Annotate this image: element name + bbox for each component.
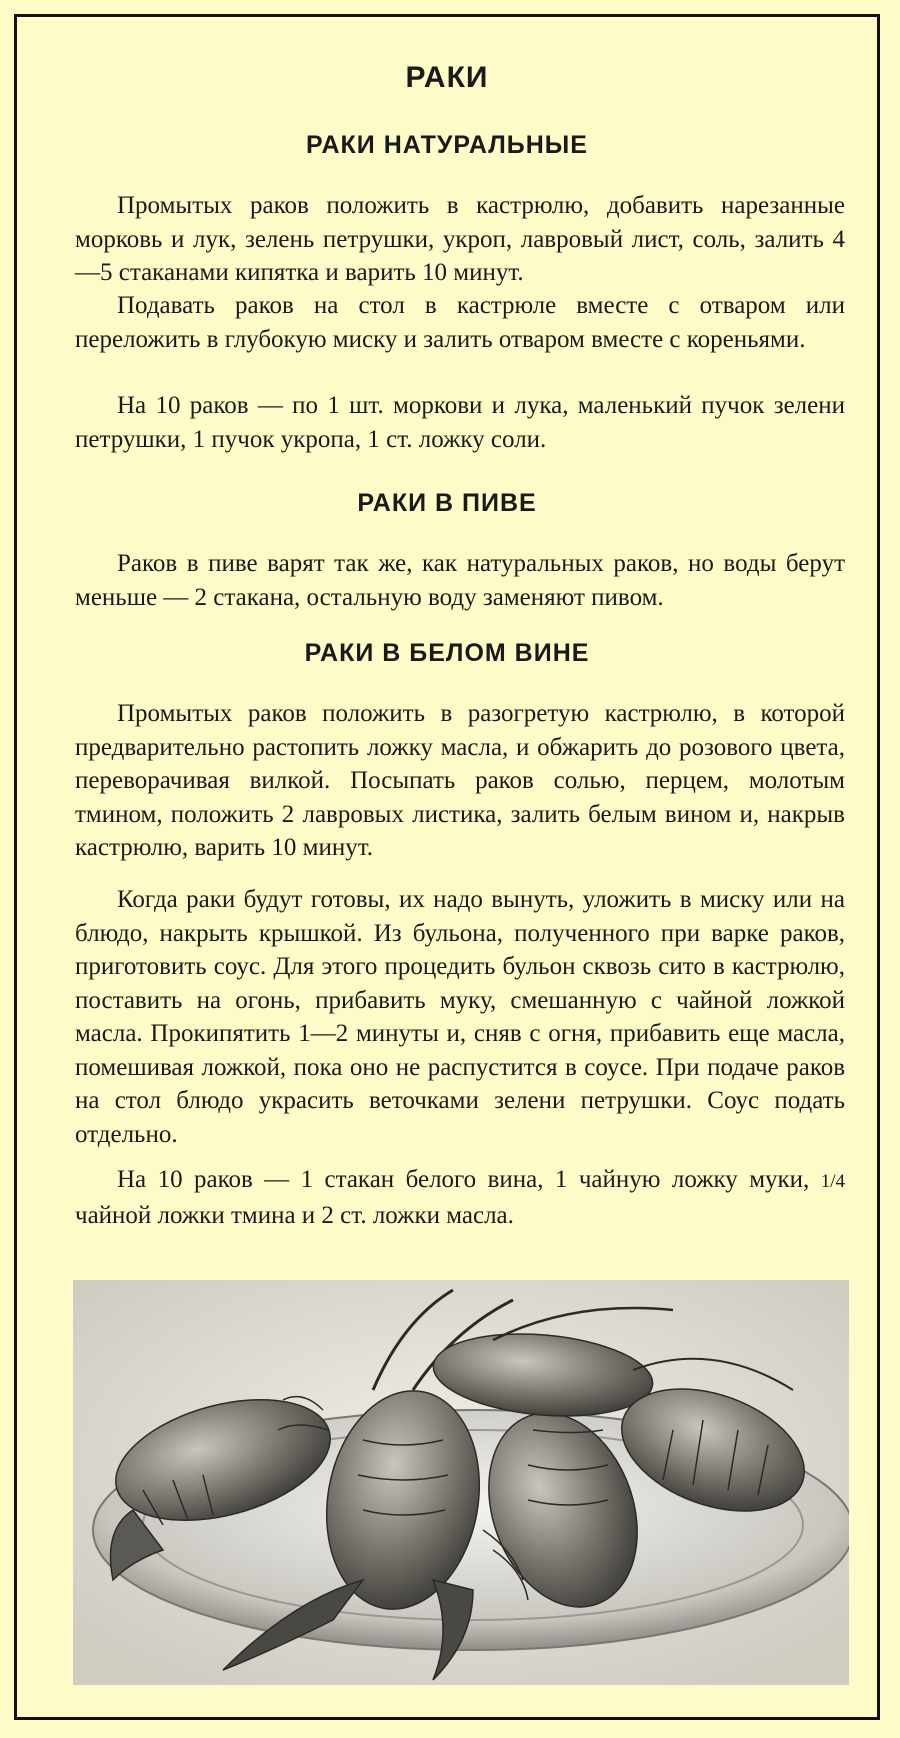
recipe-page	[14, 14, 880, 1720]
paragraph: Когда раки будут готовы, их надо вынуть, уложить в миску или на блюдо, накрыть крышкой. Из бульона, полученного при варке раков, приготовить соус. Для этого процедить бульон сквозь сито в кастрюлю, поставить на огонь, прибавить муку, смешанную с чайной ложкой масла. Прокипятить 1—2 минуты и, сняв с огня, прибавить еще масла, помешивая ложкой, пока оно не распустится в соусе. При подаче раков на стол блюдо украсить веточками зелени петрушки. Соус подать отдельно.	[75, 886, 845, 1148]
crayfish-photo	[73, 1280, 849, 1685]
page-title: РАКИ	[405, 61, 489, 94]
section-heading-natural: РАКИ НАТУРАЛЬНЫЕ	[306, 131, 588, 159]
fraction: 1/4	[820, 1171, 845, 1192]
ingredients-text: чайной ложки тмина и 2 ст. ложки масла.	[75, 1201, 514, 1229]
ingredients-paragraph: На 10 раков — по 1 шт. моркови и лука, маленький пучок зелени петрушки, 1 пучок укропа, 1 ст. ложку соли.	[75, 392, 845, 453]
section-heading-beer: РАКИ В ПИВЕ	[357, 489, 537, 517]
section-heading-white-wine: РАКИ В БЕЛОМ ВИНЕ	[304, 639, 590, 667]
paragraph: Раков в пиве варят так же, как натуральных раков, но воды берут меньше — 2 стакана, остальную воду заменяют пивом.	[75, 550, 845, 611]
paragraph: Промытых раков положить в кастрюлю, добавить нарезанные морковь и лук, зелень петрушки, укроп, лавровый лист, соль, залить 4—5 стаканами кипятка и варить 10 минут.	[75, 192, 845, 286]
paragraph: Подавать раков на стол в кастрюле вместе с отваром или переложить в глубокую миску и залить отваром вместе с кореньями.	[75, 292, 845, 353]
ingredients-paragraph	[75, 1163, 845, 1232]
ingredients-text: На 10 раков — 1 стакан белого вина, 1 чайную ложку муки,	[117, 1166, 821, 1193]
paragraph: Промытых раков положить в разогретую кастрюлю, в которой предварительно растопить ложку масла, и обжарить до розового цвета, переворачивая вилкой. Посыпать раков солью, перцем, молотым тмином, положить 2 лавровых листика, залить белым вином и, накрыв кастрюлю, варить 10 минут.	[75, 700, 845, 861]
crayfish-illustration	[73, 1280, 849, 1685]
